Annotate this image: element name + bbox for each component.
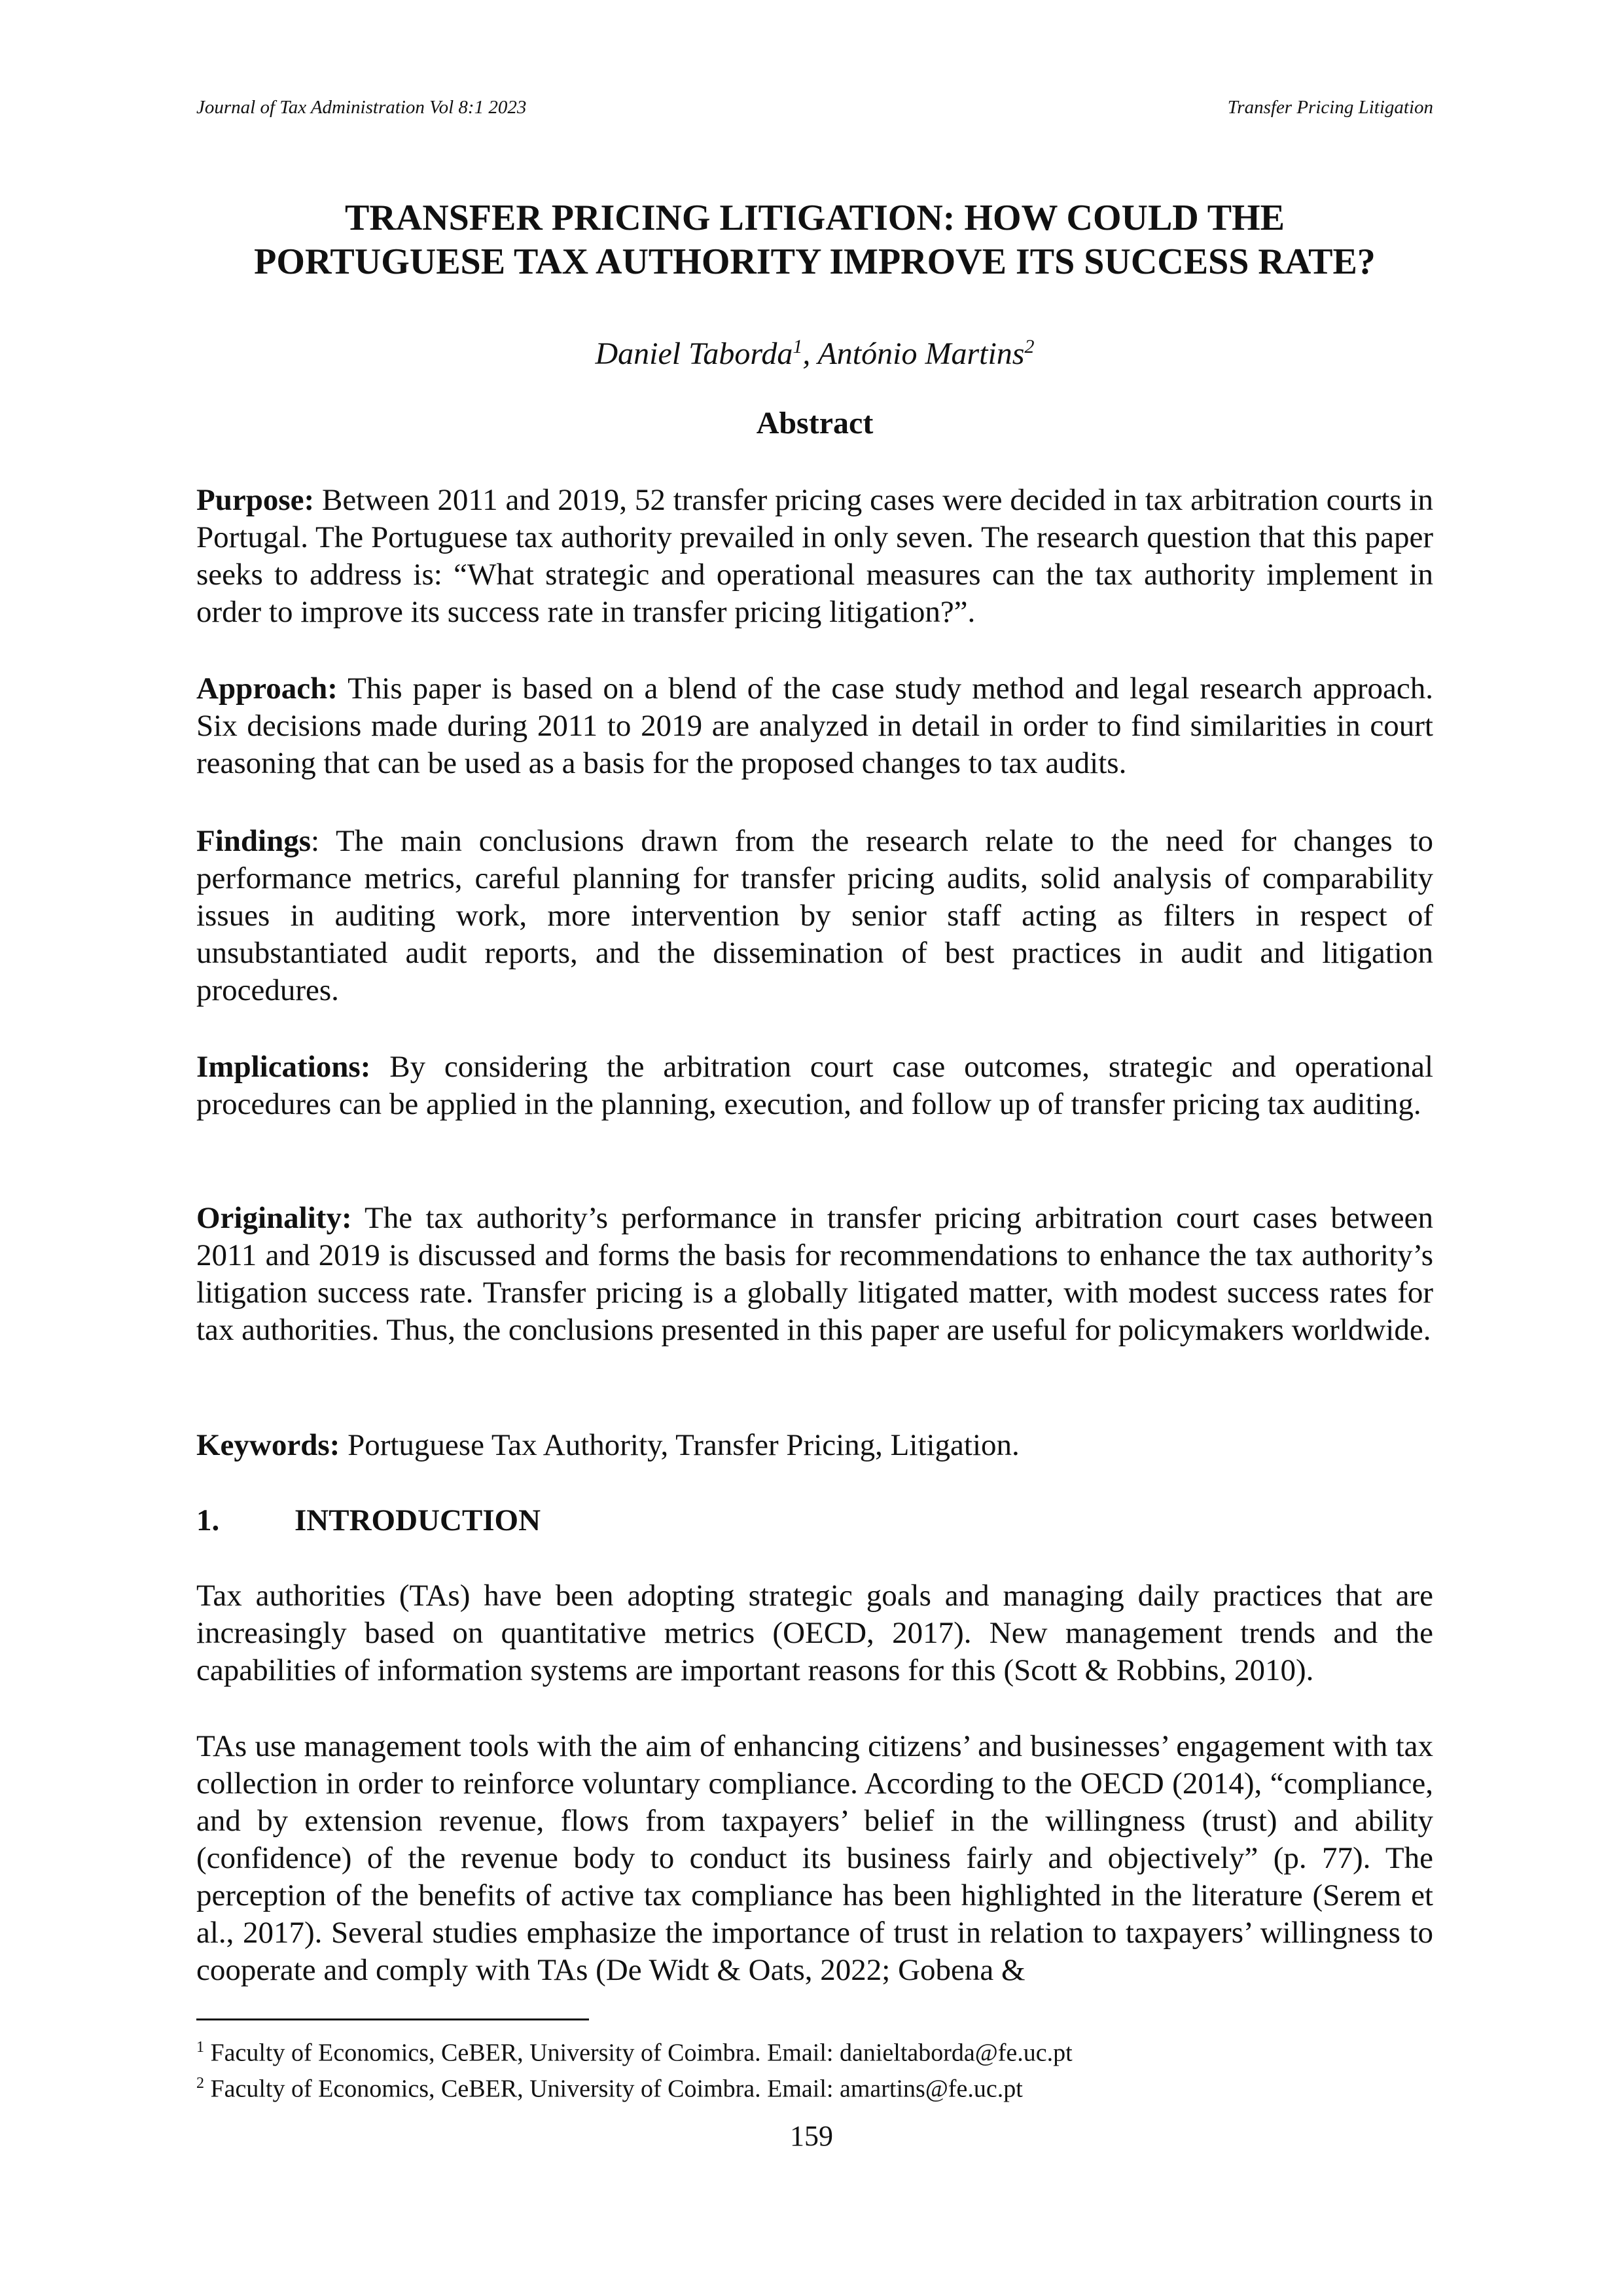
footnote-text: Faculty of Economics, CeBER, University of Coimbra. Email: amartins@fe.uc.pt [204, 2075, 1023, 2103]
paragraph-text: : The main conclusions drawn from the research relate to the need for changes to performance metrics, careful planning for transfer pricing audits, solid analysis of comparability issues in auditing work, more intervention by senior staff acting as filters in respect of unsubstantiated audit reports, and the dissemination of best practices in audit and litigation procedures. [196, 824, 1433, 1007]
title-line-2: PORTUGUESE TAX AUTHORITY IMPROVE ITS SUCCESS RATE? [254, 242, 1376, 282]
page-number: 159 [790, 2120, 833, 2152]
running-title: Transfer Pricing Litigation [1227, 97, 1433, 118]
author-name: António Martins [817, 336, 1025, 371]
paragraph-text: Portuguese Tax Authority, Transfer Pricing, Litigation. [340, 1428, 1020, 1462]
footnote-mark: 1 [196, 2039, 204, 2056]
paragraph-text: By considering the arbitration court case outcomes, strategic and operational procedures can be applied in the planning, execution, and follow up of transfer pricing tax auditing. [196, 1050, 1433, 1121]
footnote [196, 2032, 1433, 2068]
abstract-findings [196, 823, 1433, 1009]
paragraph-label: Findings [196, 824, 312, 858]
footnote-mark: 2 [196, 2074, 204, 2092]
paragraph-label: Keywords: [196, 1428, 340, 1462]
keywords [196, 1427, 1433, 1464]
abstract-implications [196, 1049, 1433, 1123]
title-line-1: TRANSFER PRICING LITIGATION: HOW COULD THE [344, 198, 1285, 238]
paper-title [196, 196, 1433, 284]
abstract-approach [196, 670, 1433, 782]
footnote [196, 2068, 1433, 2104]
paragraph-label: Originality: [196, 1201, 352, 1235]
footnote-mark: 2 [1024, 336, 1035, 357]
paragraph-text: This paper is based on a blend of the case study method and legal research approach. Six decisions made during 2011 to 2019 are analyzed in detail in order to find similarities in court reasoning that can be used as a basis for the proposed changes to tax audits. [196, 672, 1433, 780]
author-separator: , [802, 336, 818, 371]
paragraph-text: Between 2011 and 2019, 52 transfer pricing cases were decided in tax arbitration courts in Portugal. The Portuguese tax authority prevailed in only seven. The research question that this paper seeks to address is: “What strategic and operational measures can the tax authority implement in order to improve its success rate in transfer pricing litigation?”. [196, 483, 1433, 629]
author-list [196, 327, 1433, 374]
section-title: INTRODUCTION [294, 1503, 541, 1537]
abstract-heading: Abstract [756, 406, 874, 440]
body-paragraph: TAs use management tools with the aim of enhancing citizens’ and businesses’ engagement with tax collection in order to reinforce voluntary compliance. According to the OECD (2014), “compliance, and by extension revenue, flows from taxpayers’ belief in the willingness (trust) and ability (confidence) of the revenue body to conduct its business fairly and objectively” (p. 77). The perception of the benefits of active tax compliance has been highlighted in the literature (Serem et al., 2017). Several studies emphasize the importance of trust in relation to taxpayers’ willingness to cooperate and comply with TAs (De Widt & Oats, 2022; Gobena & [196, 1729, 1433, 1987]
section-number: 1. [196, 1503, 220, 1537]
abstract-originality [196, 1200, 1433, 1349]
paragraph-label: Purpose: [196, 483, 315, 517]
paragraph-text: The tax authority’s performance in transfer pricing arbitration court cases between 2011 and 2019 is discussed and forms the basis for recommendations to enhance the tax authority’s litigation success rate. Transfer pricing is a globally litigated matter, with modest success rates for tax authorities. Thus, the conclusions presented in this paper are useful for policymakers worldwide. [196, 1201, 1433, 1347]
footnote-text: Faculty of Economics, CeBER, University of Coimbra. Email: danieltaborda@fe.uc.pt [204, 2039, 1073, 2067]
section-heading [196, 1502, 1433, 1539]
paragraph-label: Approach: [196, 672, 338, 706]
journal-name: Journal of Tax Administration Vol 8:1 2023 [196, 97, 527, 118]
author-name: Daniel Taborda [595, 336, 793, 371]
paragraph-label: Implications: [196, 1050, 371, 1084]
footnote-mark: 1 [793, 336, 803, 357]
abstract-purpose [196, 482, 1433, 631]
body-paragraph: Tax authorities (TAs) have been adopting strategic goals and managing daily practices that are increasingly based on quantitative metrics (OECD, 2017). New management trends and the capabilities of information systems are important reasons for this (Scott & Robbins, 2010). [196, 1579, 1433, 1687]
footnotes [196, 2032, 1433, 2104]
footnote-divider [196, 2018, 589, 2020]
